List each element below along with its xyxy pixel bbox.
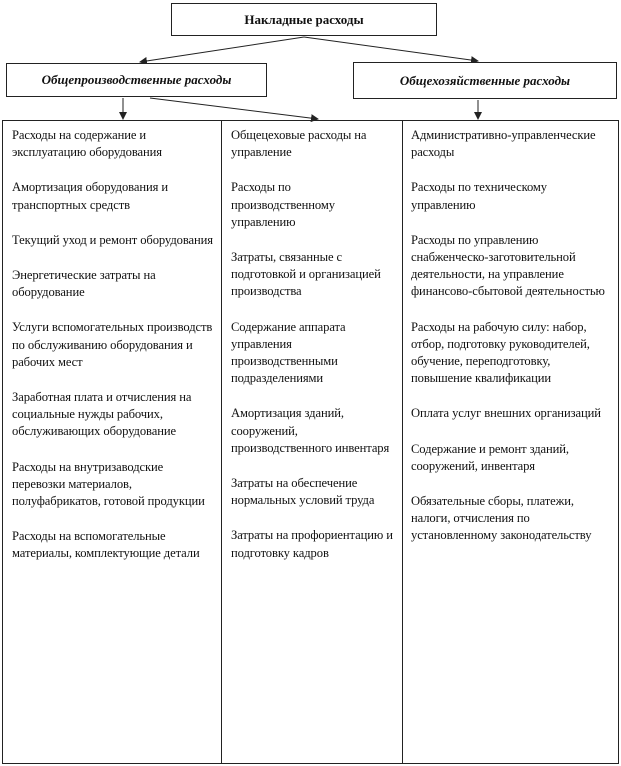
cost-item: Расходы по управлению снабженческо-заготовительной деятельности, на управление финансово-сбытовой деятельностью <box>411 232 605 299</box>
overhead-costs-box <box>171 3 437 36</box>
cost-item: Амортизация оборудования и транспортных средств <box>12 180 168 212</box>
cost-item: Затраты на обеспечение нормальных условий труда <box>231 476 375 508</box>
general-overhead-box <box>353 62 617 99</box>
column-shop-costs <box>231 127 396 580</box>
column-divider <box>402 121 403 763</box>
column-general-costs <box>411 127 611 563</box>
column-divider <box>221 121 222 763</box>
cost-item: Энергетические затраты на оборудование <box>12 268 156 300</box>
overhead-costs-title: Накладные расходы <box>244 11 364 27</box>
cost-item: Расходы по техническому управлению <box>411 180 548 212</box>
production-overhead-box <box>6 63 267 97</box>
cost-item: Оплата услуг внешних организаций <box>411 406 601 421</box>
cost-item: Амортизация зданий, сооружений, производственного инвентаря <box>231 406 390 455</box>
cost-item: Расходы на вспомогательные материалы, комплектующие детали <box>12 529 200 561</box>
cost-item: Административно-управленческие расходы <box>411 128 596 160</box>
cost-item: Содержание и ремонт зданий, сооружений, инвентаря <box>411 441 569 473</box>
cost-item: Услуги вспомогательных производств по обслуживанию оборудования и рабочих мест <box>12 320 213 369</box>
general-overhead-label: Общехозяйственные расходы <box>399 72 571 88</box>
arrow-to-right-branch <box>304 37 478 61</box>
cost-item: Текущий уход и ремонт оборудования <box>12 232 213 247</box>
cost-item: Содержание аппарата управления производственными подразделениями <box>231 319 346 386</box>
cost-item: Расходы по производственному управлению <box>231 180 335 229</box>
cost-item: Расходы на рабочую силу: набор, отбор, подготовку руководителей, обучение, переподготовку, повышение квалификации <box>411 319 590 386</box>
cost-item: Затраты, связанные с подготовкой и организацией производства <box>231 250 381 299</box>
arrow-to-column-2 <box>150 98 318 119</box>
production-overhead-label: Общепроизводственные расходы <box>41 72 232 87</box>
column-equipment-costs <box>12 127 217 581</box>
arrow-to-left-branch <box>140 37 304 62</box>
cost-item: Затраты на профориентацию и подготовку кадров <box>231 528 393 560</box>
cost-item: Расходы на содержание и эксплуатацию оборудования <box>12 128 162 160</box>
cost-item: Общецеховые расходы на управление <box>231 128 367 160</box>
cost-item: Расходы на внутризаводские перевозки материалов, полуфабрикатов, готовой продукции <box>12 459 205 509</box>
cost-item: Обязательные сборы, платежи, налоги, отчисления по установленному законодательству <box>411 494 592 543</box>
cost-items-table <box>2 120 619 764</box>
cost-item: Заработная плата и отчисления на социальные нужды рабочих, обслуживающих оборудование <box>12 390 192 439</box>
